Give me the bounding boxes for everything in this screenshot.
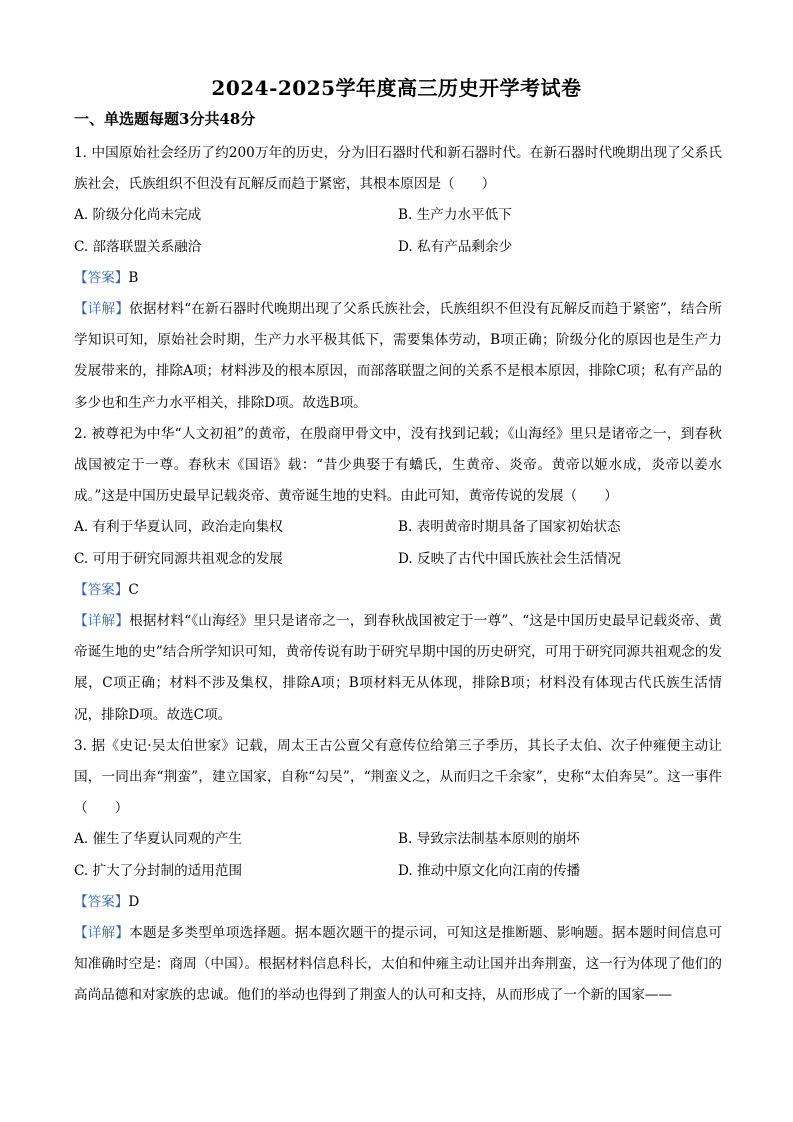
detail-paragraph [74, 606, 722, 731]
detail-label: 【详解】 [74, 613, 130, 630]
option-a: A. 阶级分化尚未完成 [74, 207, 202, 224]
answer-value: B [128, 269, 139, 286]
options-list [74, 200, 722, 262]
answer-value: C [128, 581, 139, 598]
detail-text: 本题是多类型单项选择题。据本题次题干的提示词，可知这是推断题、影响题。据本题时间信息可知准确时空是：商周（中国）。根据材料信息科长，太伯和仲雍主动让国并出奔荆蛮，这一行为体现了他们的高尚品德和对家族的忠诚。他们的举动也得到了荆蛮人的认可和支持，从而形成了一个新的国家—— [74, 925, 723, 1004]
detail-text: 依据材料“在新石器时代晚期出现了父系氏族社会，氏族组织不但没有瓦解反而趋于紧密”，结合所学知识可知，原始社会时期，生产力水平极其低下，需要集体劳动，B项正确；阶级分化的原因也是生产力发展带来的，排除A项；材料涉及的根本原因，而部落联盟之间的关系不是根本原因，排除C项；私有产品的多少也和生产力水平相关，排除D项。故选B项。 [74, 301, 722, 411]
detail-paragraph [74, 918, 722, 1012]
section-heading: 一、单选题每题3分共48分 [74, 110, 256, 128]
option-d: D. 推动中原文化向江南的传播 [398, 862, 581, 879]
answer-line [74, 887, 722, 918]
question-stem: 2. 被尊祀为中华“人文初祖”的黄帝，在殷商甲骨文中，没有找到记载；《山海经》里只是诸帝之一，到春秋战国被定于一尊。春秋末《国语》载：“昔少典娶于有蟜氏，生黄帝、炎帝。黄帝以姬水成，炎帝以姜水成。”这是中国历史最早记载炎帝、黄帝诞生地的史料。由此可知，黄帝传说的发展（ ） [74, 425, 722, 505]
answer-label: 【答案】 [74, 269, 129, 286]
option-d: D. 反映了古代中国氏族社会生活情况 [398, 550, 621, 567]
option-d: D. 私有产品剩余少 [398, 238, 513, 255]
answer-label: 【答案】 [74, 581, 129, 598]
options-list [74, 824, 722, 886]
option-c: C. 部落联盟关系融洽 [74, 238, 202, 255]
answer-line [74, 263, 722, 294]
option-b: B. 生产力水平低下 [398, 207, 512, 224]
detail-paragraph [74, 294, 722, 419]
answer-value: D [128, 893, 140, 910]
exam-title: 2024-2025学年度高三历史开学考试卷 [211, 76, 582, 100]
option-a: A. 有利于华夏认同，政治走向集权 [74, 519, 283, 536]
options-list [74, 512, 722, 574]
option-c: C. 可用于研究同源共祖观念的发展 [74, 550, 283, 567]
option-b: B. 表明黄帝时期具备了国家初始状态 [398, 519, 621, 536]
detail-label: 【详解】 [74, 301, 130, 318]
question-2 [74, 419, 722, 731]
detail-text: 根据材料“《山海经》里只是诸帝之一，到春秋战国被定于一尊”、“这是中国历史最早记载炎帝、黄帝诞生地的史”结合所学知识可知，黄帝传说有助于研究早期中国的历史研究，可用于研究同源共祖观念的发展，C项正确；材料不涉及集权，排除A项；B项材料无从体现，排除B项；材料没有体现古代氏族生活情况，排除D项。故选C项。 [74, 613, 723, 723]
option-c: C. 扩大了分封制的适用范围 [74, 862, 243, 879]
questions-content [74, 138, 722, 1012]
option-b: B. 导致宗法制基本原则的崩坏 [398, 831, 580, 848]
question-stem: 3. 据《史记·吴太伯世家》记载，周太王古公亶父有意传位给第三子季历，其长子太伯、次子仲雍便主动让国，一同出奔“荆蛮”，建立国家，自称“勾吴”，“荆蛮义之，从而归之千余家”，史称“太伯奔吴”。这一事件（ ） [74, 737, 722, 817]
detail-label: 【详解】 [74, 925, 130, 942]
question-3 [74, 731, 722, 1012]
question-1 [74, 138, 722, 419]
option-a: A. 催生了华夏认同观的产生 [74, 831, 242, 848]
answer-label: 【答案】 [74, 893, 129, 910]
question-stem: 1. 中国原始社会经历了约200万年的历史，分为旧石器时代和新石器时代。在新石器时代晚期出现了父系氏族社会，氏族组织不但没有瓦解反而趋于紧密，其根本原因是（ ） [74, 145, 722, 193]
answer-line [74, 575, 722, 606]
